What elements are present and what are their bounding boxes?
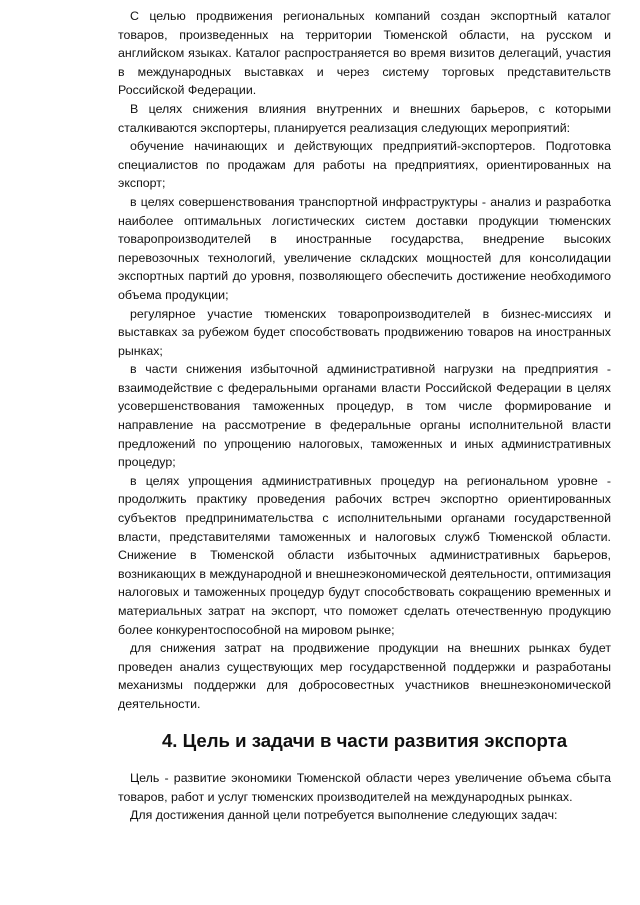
paragraph-regional-procedures: в целях упрощения административных процедур на региональном уровне - продолжить практику проведения рабочих встреч экспортно ориентированных субъектов предпринимательства с исполнительными органами государственной власти, представителями таможенных и налоговых служб Тюменской области. Снижение в Тюменской области избыточных административных барьеров, возникающих в международной и внешнеэкономической деятельности, оптимизация налоговых и таможенных процедур будут способствовать сокращению временных и материальных затрат на экспорт, что поможет сделать отечественную продукцию более конкурентоспособной на мировом рынке; [118, 473, 611, 637]
paragraph-business-missions: регулярное участие тюменских товаропроизводителей в бизнес-миссиях и выставках за рубежом будет способствовать продвижению товаров на иностранных рынках; [118, 306, 611, 358]
paragraph-barriers-intro: В целях снижения влияния внутренних и внешних барьеров, с которыми сталкиваются экспортеры, планируется реализация следующих мероприятий: [118, 101, 611, 135]
section-body-before [118, 7, 611, 714]
paragraph-goal: Цель - развитие экономики Тюменской области через увеличение объема сбыта товаров, работ и услуг тюменских производителей на международных рынках. [118, 771, 611, 804]
paragraph-transport: в целях совершенствования транспортной инфраструктуры - анализ и разработка наиболее оптимальных логистических систем доставки продукции тюменских товаропроизводителей в иностранные государства, внедрение высоких перевозочных технологий, увеличение складских мощностей для консолидации экспортных партий до уровня, позволяющего обеспечить достижение необходимого объема продукции; [118, 194, 611, 302]
paragraph-training: обучение начинающих и действующих предприятий-экспортеров. Подготовка специалистов по продажам для работы на предприятиях, ориентированных на экспорт; [118, 139, 611, 191]
paragraph-export-catalog: С целью продвижения региональных компаний создан экспортный каталог товаров, произведенных на территории Тюменской области, на русском и английском языках. Каталог распространяется во время визитов делегаций, участия в международных выставках и через систему торговых представительств Российской Федерации. [118, 9, 611, 98]
section-body-after [118, 769, 611, 825]
paragraph-promotion-costs: для снижения затрат на продвижение продукции на внешних рынках будет проведен анализ существующих мер государственной поддержки и разработаны механизмы поддержки для добросовестных участников внешнеэкономической деятельности. [118, 641, 611, 711]
section-heading: 4. Цель и задачи в части развития экспорта [161, 729, 568, 751]
paragraph-tasks-intro: Для достижения данной цели потребуется выполнение следующих задач: [130, 808, 558, 823]
paragraph-administrative-load: в части снижения избыточной административной нагрузки на предприятия - взаимодействие с федеральными органами власти Российской Федерации в целях усовершенствования таможенных процедур, в том числе формирование и направление на рассмотрение в федеральные органы исполнительной власти предложений по упрощению налоговых, таможенных и иных административных процедур; [118, 362, 611, 470]
